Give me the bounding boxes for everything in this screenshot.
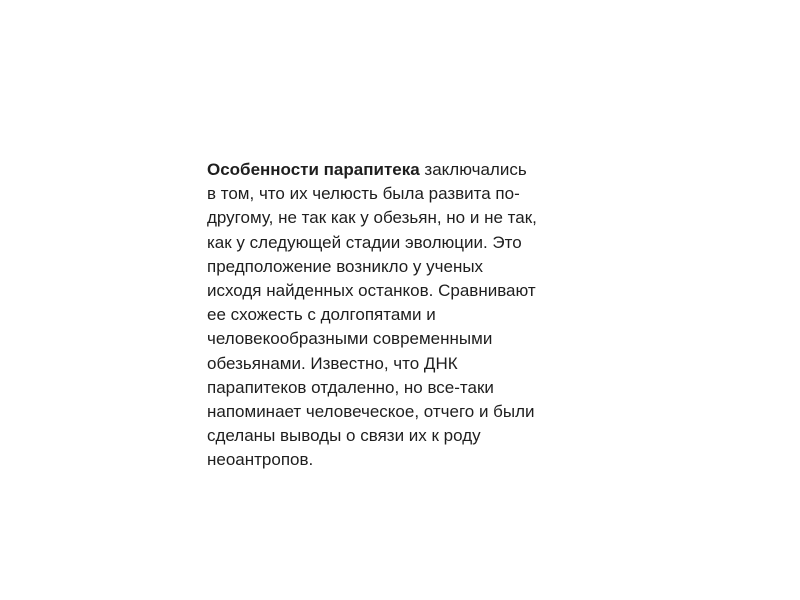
- paragraph-line-7: ее схожесть с долгопятами и: [207, 305, 436, 325]
- paragraph-line-3: другому, не так как у обезьян, но и не так,: [207, 208, 537, 228]
- paragraph-line-6: исходя найденных останков. Сравнивают: [207, 281, 536, 301]
- paragraph-line-1-rest: заключались: [419, 160, 527, 179]
- paragraph-line-2: в том, что их челюсть была развита по-: [207, 184, 520, 204]
- paragraph: [207, 158, 592, 473]
- paragraph-line-4: как у следующей стадии эволюции. Это: [207, 232, 522, 252]
- paragraph-line-1: [207, 158, 592, 182]
- paragraph-line-12: сделаны выводы о связи их к роду: [207, 426, 481, 446]
- paragraph-line-13: неоантропов.: [207, 450, 314, 470]
- paragraph-line-5: предположение возникло у ученых: [207, 256, 484, 276]
- paragraph-line-10: парапитеков отдаленно, но все-таки: [207, 377, 494, 397]
- bold-term: Особенности парапитека: [207, 160, 420, 179]
- paragraph-line-8: человекообразными современными: [207, 329, 493, 349]
- paragraph-line-9: обезьянами. Известно, что ДНК: [207, 353, 458, 373]
- paragraph-line-11: напоминает человеческое, отчего и были: [207, 402, 535, 422]
